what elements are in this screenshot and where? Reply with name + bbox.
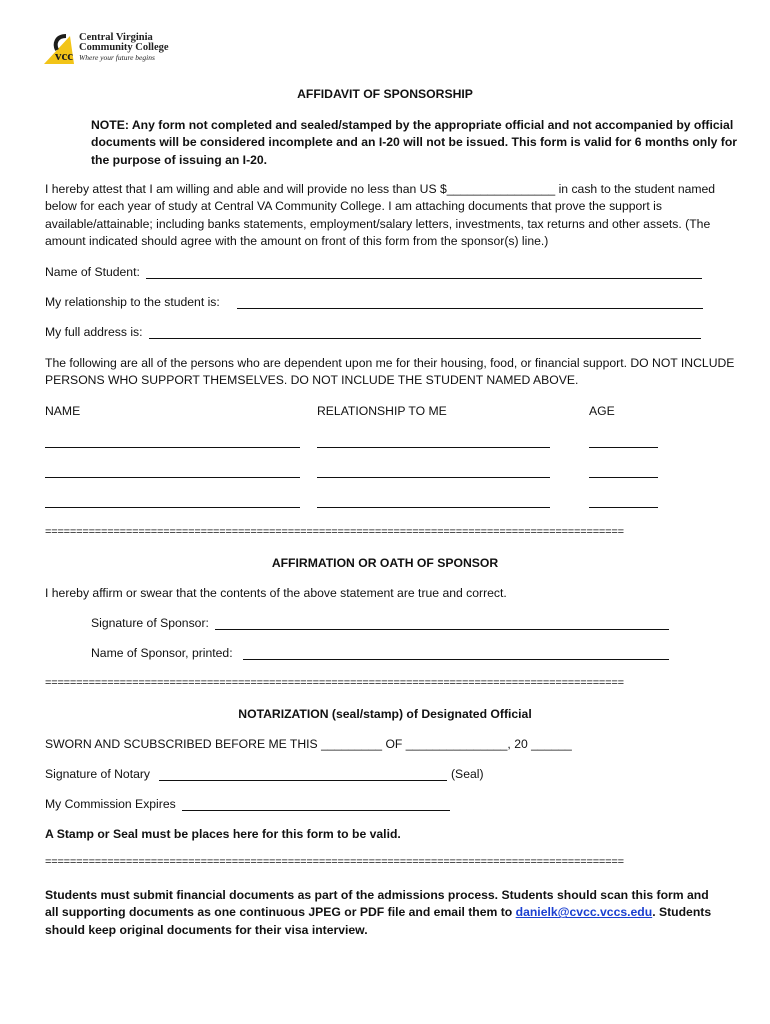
dependent-relationship-field[interactable] [317, 477, 550, 478]
separator: ============================================================================================= [45, 856, 624, 868]
dependent-relationship-field[interactable] [317, 447, 550, 448]
footer-text-before: Students must submit financial documents as part of the admissions process. Students should scan this form and all supporting documents as one continuous JPEG or PDF file and email them to [45, 888, 709, 920]
affirmation-statement: I hereby affirm or swear that the contents of the above statement are true and correct. [45, 586, 507, 600]
dependent-name-field[interactable] [45, 477, 300, 478]
logo-tagline: Where your future begins [79, 53, 155, 62]
dependent-age-header: AGE [589, 404, 615, 418]
dependent-name-header: NAME [45, 404, 81, 418]
sponsor-name-label: Name of Sponsor, printed: [91, 646, 233, 660]
affirmation-title: AFFIRMATION OR OATH OF SPONSOR [271, 556, 499, 570]
sworn-statement: SWORN AND SCUBSCRIBED BEFORE ME THIS _________ OF _______________, 20 ______ [45, 737, 572, 751]
commission-expires-field[interactable] [182, 810, 450, 811]
footer-text-after: . Students should keep original documents for their visa interview. [45, 905, 712, 937]
dependent-name-field[interactable] [45, 507, 300, 508]
dependent-age-field[interactable] [589, 477, 658, 478]
relationship-field[interactable] [237, 308, 703, 309]
address-label: My full address is: [45, 325, 143, 339]
notary-signature-label: Signature of Notary [45, 767, 151, 781]
logo-text [79, 33, 169, 63]
form-note: NOTE: Any form not completed and sealed/stamped by the appropriate official and not accompanied by official documents will be considered incomplete and an I-20 will not be issued. This form is valid for 6 months only for the purpose of issuing an I-20. [91, 118, 738, 167]
logo-name-line1: Central Virginia [79, 32, 153, 43]
dependent-name-field[interactable] [45, 447, 300, 448]
footer-instructions [45, 887, 725, 939]
dependent-age-field[interactable] [589, 447, 658, 448]
seal-label: (Seal) [451, 767, 484, 781]
commission-expires-label: My Commission Expires [45, 797, 176, 811]
dependent-relationship-field[interactable] [317, 507, 550, 508]
form-title: AFFIDAVIT OF SPONSORSHIP [297, 87, 473, 101]
email-link[interactable]: danielk@cvcc.vccs.edu [515, 905, 653, 920]
stamp-note: A Stamp or Seal must be places here for this form to be valid. [45, 827, 401, 841]
dependent-relationship-header: RELATIONSHIP TO ME [317, 404, 447, 418]
sponsor-signature-field[interactable] [215, 629, 669, 630]
dependent-age-field[interactable] [589, 507, 658, 508]
separator: ============================================================================================= [45, 677, 624, 689]
attestation-paragraph: I hereby attest that I am willing and able and will provide no less than US $________________ in cash to the student named below for each year of study at Central VA Community College. I am attaching documents that prove the support is available/attainable; including banks statements, employment/salary letters, investments, tax returns and other assets. (The amount indicated should agree with the amount on front of this form from the sponsor(s) line.) [45, 182, 716, 249]
dependents-note: The following are all of the persons who are dependent upon me for their housing, food, or financial support. DO NOT INCLUDE PERSONS WHO SUPPORT THEMSELVES. DO NOT INCLUDE THE STUDENT NAMED ABOVE. [45, 356, 735, 388]
notary-signature-field[interactable] [159, 780, 447, 781]
college-logo [44, 30, 184, 70]
student-name-field[interactable] [146, 278, 702, 279]
svg-text:vcc: vcc [55, 48, 74, 63]
relationship-label: My relationship to the student is: [45, 295, 220, 309]
sponsor-name-field[interactable] [243, 659, 669, 660]
sponsor-signature-label: Signature of Sponsor: [91, 616, 209, 630]
notarization-title: NOTARIZATION (seal/stamp) of Designated Official [238, 707, 532, 721]
address-field[interactable] [149, 338, 701, 339]
logo-name-line2: Community College [79, 42, 169, 53]
separator: ============================================================================================= [45, 526, 624, 538]
student-name-label: Name of Student: [45, 265, 140, 279]
logo-mark-icon [44, 30, 84, 68]
